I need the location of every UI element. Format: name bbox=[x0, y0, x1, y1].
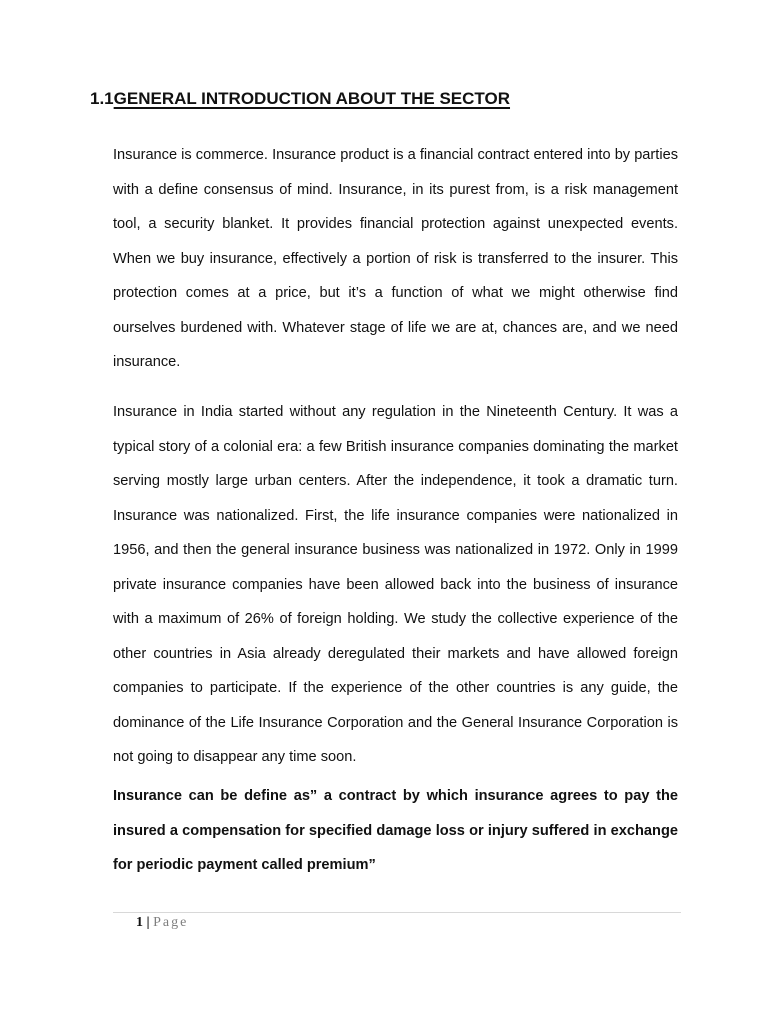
page-number: 1 bbox=[136, 915, 143, 930]
page-label: Page bbox=[153, 915, 189, 930]
section-heading bbox=[90, 88, 510, 110]
section-number: 1.1 bbox=[90, 89, 114, 108]
definition-paragraph: Insurance can be define as” a contract by which insurance agrees to pay the insured a compensation for specified damage loss or injury suffered in exchange for periodic payment called premium” bbox=[113, 788, 678, 873]
history-paragraph: Insurance in India started without any regulation in the Nineteenth Century. It was a typical story of a colonial era: a few British insurance companies dominating the market serving mostly large urban centers. After the independence, it took a dramatic turn. Insurance was nationalized. First, the life insurance companies were nationalized in 1956, and then the general insurance business was nationalized in 1972. Only in 1999 private insurance companies have been allowed back into the business of insurance with a maximum of 26% of foreign holding. We study the collective experience of the other countries in Asia already deregulated their markets and have allowed foreign companies to participate. If the experience of the other countries is any guide, the dominance of the Life Insurance Corporation and the General Insurance Corporation is not going to disappear any time soon. bbox=[113, 404, 678, 765]
page-footer bbox=[136, 914, 188, 932]
intro-paragraph: Insurance is commerce. Insurance product is a financial contract entered into by parties with a define consensus of mind. Insurance, in its purest from, is a risk management tool, a security blanket. It provides financial protection against unexpected events. When we buy insurance, effectively a portion of risk is transferred to the insurer. This protection comes at a price, but it’s a function of what we might otherwise find ourselves burdened with. Whatever stage of life we are at, chances are, and we need insurance. bbox=[113, 147, 678, 370]
footer-separator: | bbox=[146, 915, 150, 930]
footer-divider bbox=[113, 912, 681, 913]
section-title: GENERAL INTRODUCTION ABOUT THE SECTOR bbox=[113, 89, 511, 108]
